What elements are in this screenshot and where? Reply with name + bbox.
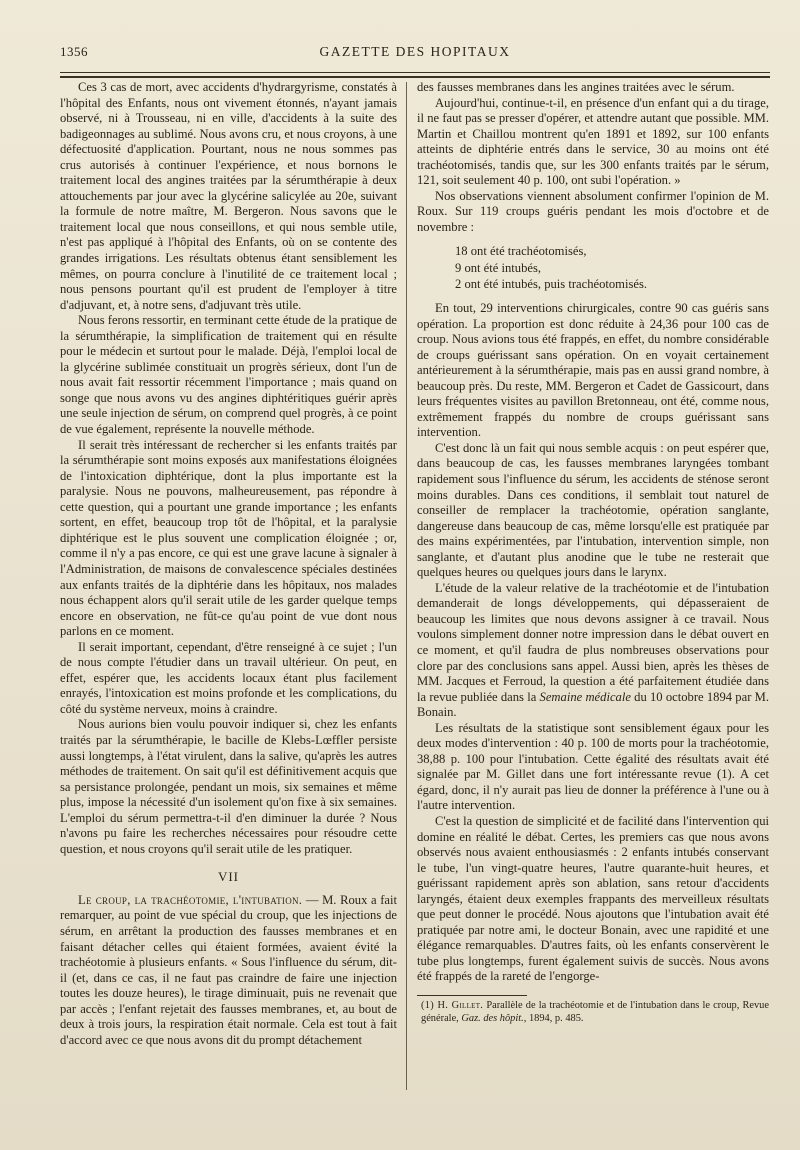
footnote-end: , 1894, p. 485. xyxy=(523,1012,584,1024)
header-rule-thin xyxy=(60,72,770,73)
paragraph: Nos observations viennent absolument confirmer l'opinion de M. Roux. Sur 119 croups guéris pendant les mois d'octobre et de novembre : xyxy=(417,188,769,234)
list-item: 9 ont été intubés, xyxy=(455,260,542,275)
footnote-journal: Gaz. des hôpit. xyxy=(461,1012,524,1024)
running-title: GAZETTE DES HOPITAUX xyxy=(319,44,511,59)
statistics-list xyxy=(417,243,769,293)
paragraph: Aujourd'hui, continue-t-il, en présence d'un enfant qui a du tirage, il ne faut pas se presser d'opérer, et attendre autant que possible. MM. Martin et Chaillou montrent qu'en 1891 et 1892, sur 100 enfants atteints de diphtérie entrés dans le service, 30 au moins ont été trachéotomisés, tandis que, sur les 300 enfants traités par le sérum, 121, soit seulement 40 p. 100, ont subi l'opération. » xyxy=(417,95,769,188)
header-rule-thick xyxy=(60,76,770,78)
paragraph: C'est la question de simplicité et de facilité dans l'intervention qui domine en réalité le débat. Certes, les premiers cas que nous avons observés nous avaient enthousiasmés : 2 enfants intubés conservant le tube, l'un vingt-quatre heures, l'autre quarante-huit heures, et guérissant rapidement après son ablation, sans retour d'accidents laryngés, étaient deux exemples frappants des merveilleux résultats que peut donner le procédé. Nous ajoutons que l'intubation avait été pratiquée par notre ami, le docteur Bonain, avec une rapidité et une élégance remarquables. D'autres faits, où les enfants conservèrent le tube plus longtemps, furent également suivis de succès. Nous avons été frappés de la rareté de l'engorge- xyxy=(417,814,769,984)
paragraph-text: L'étude de la valeur relative de la trachéotomie et de l'intubation demanderait de longs développements, qui dépasseraient de beaucoup les limites que nous devons assigner à ce travail. Nous voulons simplement donner notre impression dans le débat ouvert en ce moment, et qu'il faudra de plus nombreuses observations pour clore par des conclusions sans appel. Aussi bien, après les thèses de MM. Jacques et Ferroud, la question a été parfaitement étudiée dans la revue publiée dans la xyxy=(417,580,769,704)
section-text: — M. Roux a fait remarquer, au point de vue spécial du croup, que les injections de sérum, en arrêtant la production des fausses membranes et en faisant détacher celles qui étaient formées, avaient évité la trachéotomie à plusieurs enfants. « Sous l'influence du sérum, dit-il (et, dans ce cas, il ne faut pas craindre de faire une injection toutes les douze heures), le tirage diminuait, puis ne revenait que par accès ; l'enfant rejetait des fausses membranes, et, au bout de deux à trois jours, la respiration était normale. Cela est tout à fait d'accord avec ce que nous avons dit du prompt détachement xyxy=(60,892,397,1047)
paragraph: Ces 3 cas de mort, avec accidents d'hydrargyrisme, constatés à l'hôpital des Enfants, nous ont vivement étonnés, n'ayant jamais observé, ni à Trousseau, ni en ville, d'accidents à la suite des badigeonnages au sublimé. Nous avons cru, et nous croyons, à une défectuosité d'application. Pourtant, nous ne nous sommes pas crus autorisés à continuer l'expérience, et nous bornons le traitement local des angines traitées par la sérumthérapie à deux attouchements par jour avec la glycérine salicylée au 20e, suivant la formule de notre maître, M. Bergeron. Nous savons que le traitement local que nous conseillons, et qui nous semble utile, n'est pas appliqué à l'hôpital des Enfants, où on se contente des grandes irrigations. Les résultats obtenus étant sensiblement les mêmes, on pourra conclure à l'inutilité de ce traitement local ; nous pensons pourtant qu'il est prudent de l'employer à titre d'adjuvant, et, à notre sens, d'adjuvant très utile. xyxy=(60,80,397,312)
footnote-rule xyxy=(417,995,527,996)
paragraph: Les résultats de la statistique sont sensiblement égaux pour les deux modes d'intervention : 40 p. 100 de morts pour la trachéotomie, 38,88 p. 100 pour l'intubation. Cette égalité des résultats avait été signalée par M. Gillet dans une fort intéressante revue (1). A cet égard, donc, il n'y aurait pas lieu de donner la préférence à l'une ou à l'autre intervention. xyxy=(417,720,769,813)
paragraph: En tout, 29 interventions chirurgicales, contre 90 cas guéris sans opération. La proportion est donc réduite à 24,36 pour 100 cas de croup. Nous avions tous été frappés, en effet, du nombre considérable de croups guérissant sans opération. On en voyait certainement antérieurement à la sérumthérapie, mais pas en aussi grand nombre, à beaucoup près. Du reste, MM. Bergeron et Cadet de Gassicourt, dans leurs fréquentes visites au pavillon Bretonneau, ont été, comme nous, extrêmement frappés du nombre de croups guérissant sans intervention. xyxy=(417,300,769,440)
paragraph xyxy=(417,581,769,721)
paragraph-text-end: du 10 octobre 1894 par M. Bonain. xyxy=(417,689,769,720)
paragraph: Il serait très intéressant de rechercher si les enfants traités par la sérumthérapie sont moins exposés aux manifestations éloignées de l'intoxication diphtérique, dont la plus importante est la paralysie. Nous ne pouvons, malheureusement, pas répondre à cette question, qui a pourtant une grande importance ; les enfants sortent, en effet, beaucoup trop tôt de l'hôpital, et la paralysie diphtérique est le plus souvent une complication éloignée ; or, comme il n'y a pas encore, ce qui est une grave lacune à signaler à l'Administration, de maisons de convalescence spéciales destinées aux enfants traités de la diphtérie dans les hôpitaux, nos malades nous échappent alors qu'il serait utile de les garder quelque temps encore en observation, ne fût-ce qu'au point de vue dont nous parlons en ce moment. xyxy=(60,437,397,639)
list-item: 2 ont été intubés, puis trachéotomisés. xyxy=(455,277,648,292)
right-column xyxy=(417,80,769,1120)
footnote-author: (1) H. Gillet. xyxy=(421,1000,484,1012)
list-item: 18 ont été trachéotomisés, xyxy=(455,244,587,259)
section-paragraph xyxy=(60,893,397,1048)
page-number: 1356 xyxy=(60,44,88,59)
footnote-text: Parallèle de la trachéotomie et de l'intubation dans le croup, Revue générale, xyxy=(421,1000,769,1024)
left-column xyxy=(60,80,397,1120)
journal-title: Semaine médicale xyxy=(539,689,631,704)
footnote xyxy=(417,1000,769,1025)
section-lead-title: Le croup, la trachéotomie, l'intubation. xyxy=(78,892,303,907)
paragraph: Il serait important, cependant, d'être renseigné à ce sujet ; l'un de nous compte l'étudier dans un travail ultérieur. On peut, en effet, espérer que, les accidents locaux étant plus facilement enrayés, l'intoxication est moins profonde et les complications, du côté du système nerveux, moins à craindre. xyxy=(60,639,397,716)
column-divider xyxy=(406,82,407,1090)
paragraph: des fausses membranes dans les angines traitées avec le sérum. xyxy=(417,80,735,94)
paragraph: Nous aurions bien voulu pouvoir indiquer si, chez les enfants traités par la sérumthérapie, le bacille de Klebs-Lœffler persiste aussi longtemps, à l'état virulent, dans la salive, qu'après les autres méthodes de traitement. On sait qu'il est définitivement acquis que sa persistance prolongée, pendant un mois, six semaines et même plus, impose la nécessité d'un isolement qu'on fixe à six semaines. L'emploi du sérum permettra-t-il d'en diminuer la durée ? Nous n'avons pu faire les recherches nécessaires pour résoudre cette question, et nous croyons qu'il serait utile de les pratiquer. xyxy=(60,717,397,856)
paragraph: C'est donc là un fait qui nous semble acquis : on peut espérer que, dans beaucoup de cas, les fausses membranes laryngées tombant rapidement sous l'influence du sérum, les accidents de sténose seront moins durables. Dans ces conditions, il semblait tout naturel de conseiller de remplacer la trachéotomie, opération sanglante, dangereuse dans beaucoup de cas, même lorsqu'elle est pratiquée par des mains expérimentées, par l'intubation, intervention simple, non sanglante, et d'autant plus anodine que le tube ne resterait que quelques heures ou quelques jours dans le larynx. xyxy=(417,440,769,580)
paragraph: Nous ferons ressortir, en terminant cette étude de la pratique de la sérumthérapie, la simplification de traitement qui en résulte pour le médecin et surtout pour le malade. Déjà, l'emploi local de la glycérine sublimée constituait un progrès sérieux, dont l'un de nous avait fait ressortir récemment l'importance ; mais quand on songe que nous avons vu des angines diphtéritiques guérir après une seule injection de sérum, on comprend quel progrès, à ce point de vue également, représente la nouvelle méthode. xyxy=(60,313,397,437)
page-header xyxy=(60,40,770,66)
section-number: VII xyxy=(217,869,240,885)
